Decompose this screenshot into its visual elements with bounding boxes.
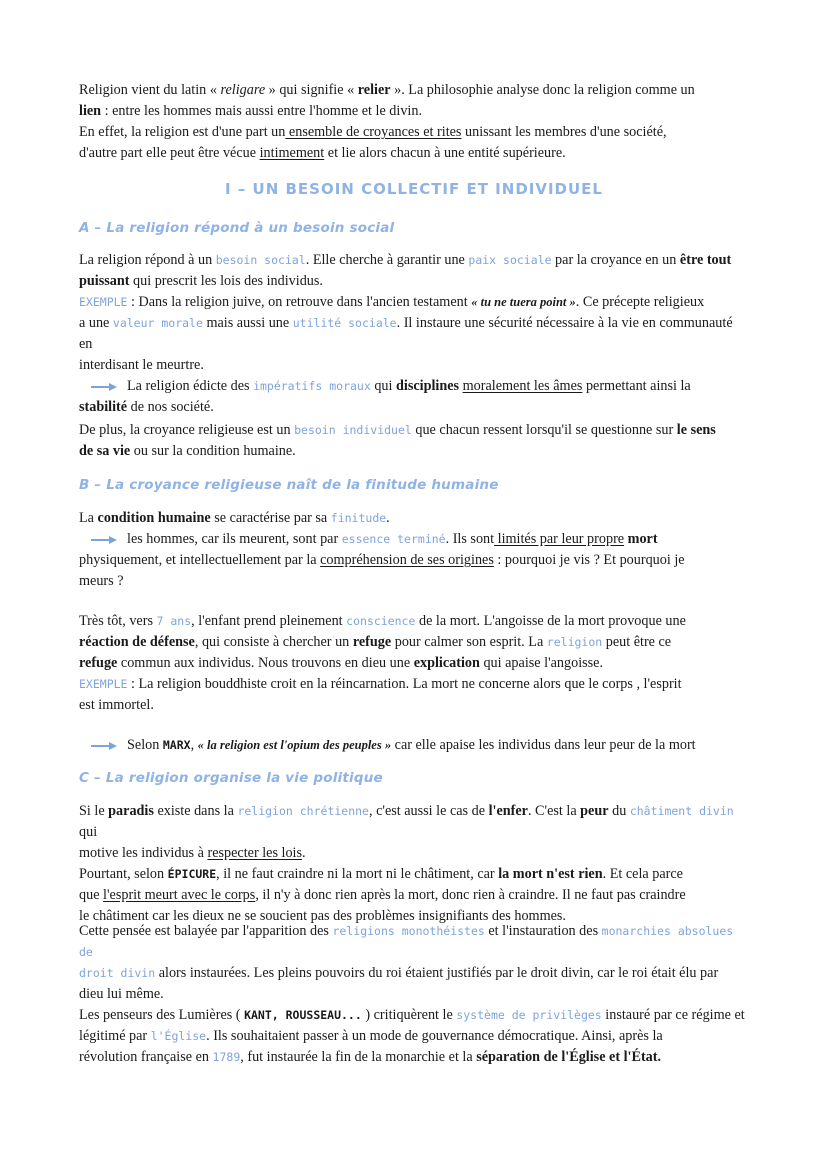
section-a-paragraph-2: De plus, la croyance religieuse est un besoin individuel que chacun ressent lorsqu'il se questionne sur le sens de sa vie ou sur la condition humaine.: [79, 422, 716, 459]
arrow-right-icon: [91, 382, 117, 392]
section-a-heading: A – La religion répond à un besoin social: [79, 220, 395, 236]
arrow-right-icon: [91, 535, 117, 545]
section-a-paragraph-1: La religion répond à un besoin social. Elle cherche à garantir une paix sociale par la croyance en un être tout puissant qui prescrit les lois des individus. EXEMPLE : Dans la religion juive, on retrouve dans l'ancien testament « tu ne tuera point ». Ce précepte religieux a une valeur morale mais aussi une utilité sociale. Il instaure une sécurité nécessaire à la vie en communauté en interdisant le meurtre. La religion édicte des impératifs moraux qui disciplines moralement les âmes permettant ainsi la stabilité de nos société.: [79, 252, 733, 415]
part-title: I – UN BESOIN COLLECTIF ET INDIVIDUEL: [225, 180, 603, 198]
section-c-paragraph-1: Si le paradis existe dans la religion chrétienne, c'est aussi le cas de l'enfer. C'est la peur du châtiment divin qui motive les individus à respecter les lois. Pourtant, selon ÉPICURE, il ne faut craindre ni la mort ni le châtiment, car la mort n'est rien. Et cela parce que l'esprit meurt avec le corps, il n'y à donc rien après la mort, donc rien à craindre. Il ne faut pas craindre le châtiment car les dieux ne se soucient pas des problèmes insignifiants des hommes.: [79, 803, 734, 924]
section-c-paragraph-2: Cette pensée est balayée par l'apparition des religions monothéistes et l'instauration des monarchies absolues de droit divin alors instaurées. Les pleins pouvoirs du roi étaient justifiés par le droit divin, car le roi était élu par dieu lui même. Les penseurs des Lumières ( KANT, ROUSSEAU... ) critiquèrent le système de privilèges instauré par ce régime et légitimé par l'Église. Ils souhaitaient passer à un mode de gouvernance démocratique. Ainsi, après la révolution française en 1789, fut instaurée la fin de la monarchie et la séparation de l'Église et l'État.: [79, 923, 745, 1065]
section-b-arrow-line: Selon MARX, « la religion est l'opium des peuples » car elle apaise les individus dans leur peur de la mort: [79, 735, 749, 756]
example-label: EXEMPLE: [79, 295, 128, 309]
section-b-heading: B – La croyance religieuse naît de la finitude humaine: [79, 477, 499, 493]
section-b-paragraph-1: La condition humaine se caractérise par sa finitude. les hommes, car ils meurent, sont par essence terminé. Ils sont limités par leur propre mort physiquement, et intellectuellement par la compréhension de ses origines : pourquoi je vis ? Et pourquoi je meurs ?: [79, 510, 685, 589]
arrow-right-icon: [91, 741, 117, 751]
intro-paragraph: Religion vient du latin « religare » qui signifie « relier ». La philosophie analyse donc la religion comme un lien : entre les hommes mais aussi entre l'homme et le divin. En effet, la religion est d'une part un ensemble de croyances et rites unissant les membres d'une société, d'autre part elle peut être vécue intimement et lie alors chacun à une entité supérieure.: [79, 82, 695, 161]
section-c-heading: C – La religion organise la vie politique: [79, 770, 383, 786]
example-label: EXEMPLE: [79, 677, 128, 691]
section-b-paragraph-2: Très tôt, vers 7 ans, l'enfant prend pleinement conscience de la mort. L'angoisse de la mort provoque une réaction de défense, qui consiste à chercher un refuge pour calmer son esprit. La religion peut être ce refuge commun aux individus. Nous trouvons en dieu une explication qui apaise l'angoisse. EXEMPLE : La religion bouddhiste croit en la réincarnation. La mort ne concerne alors que le corps , l'esprit est immortel.: [79, 613, 686, 713]
